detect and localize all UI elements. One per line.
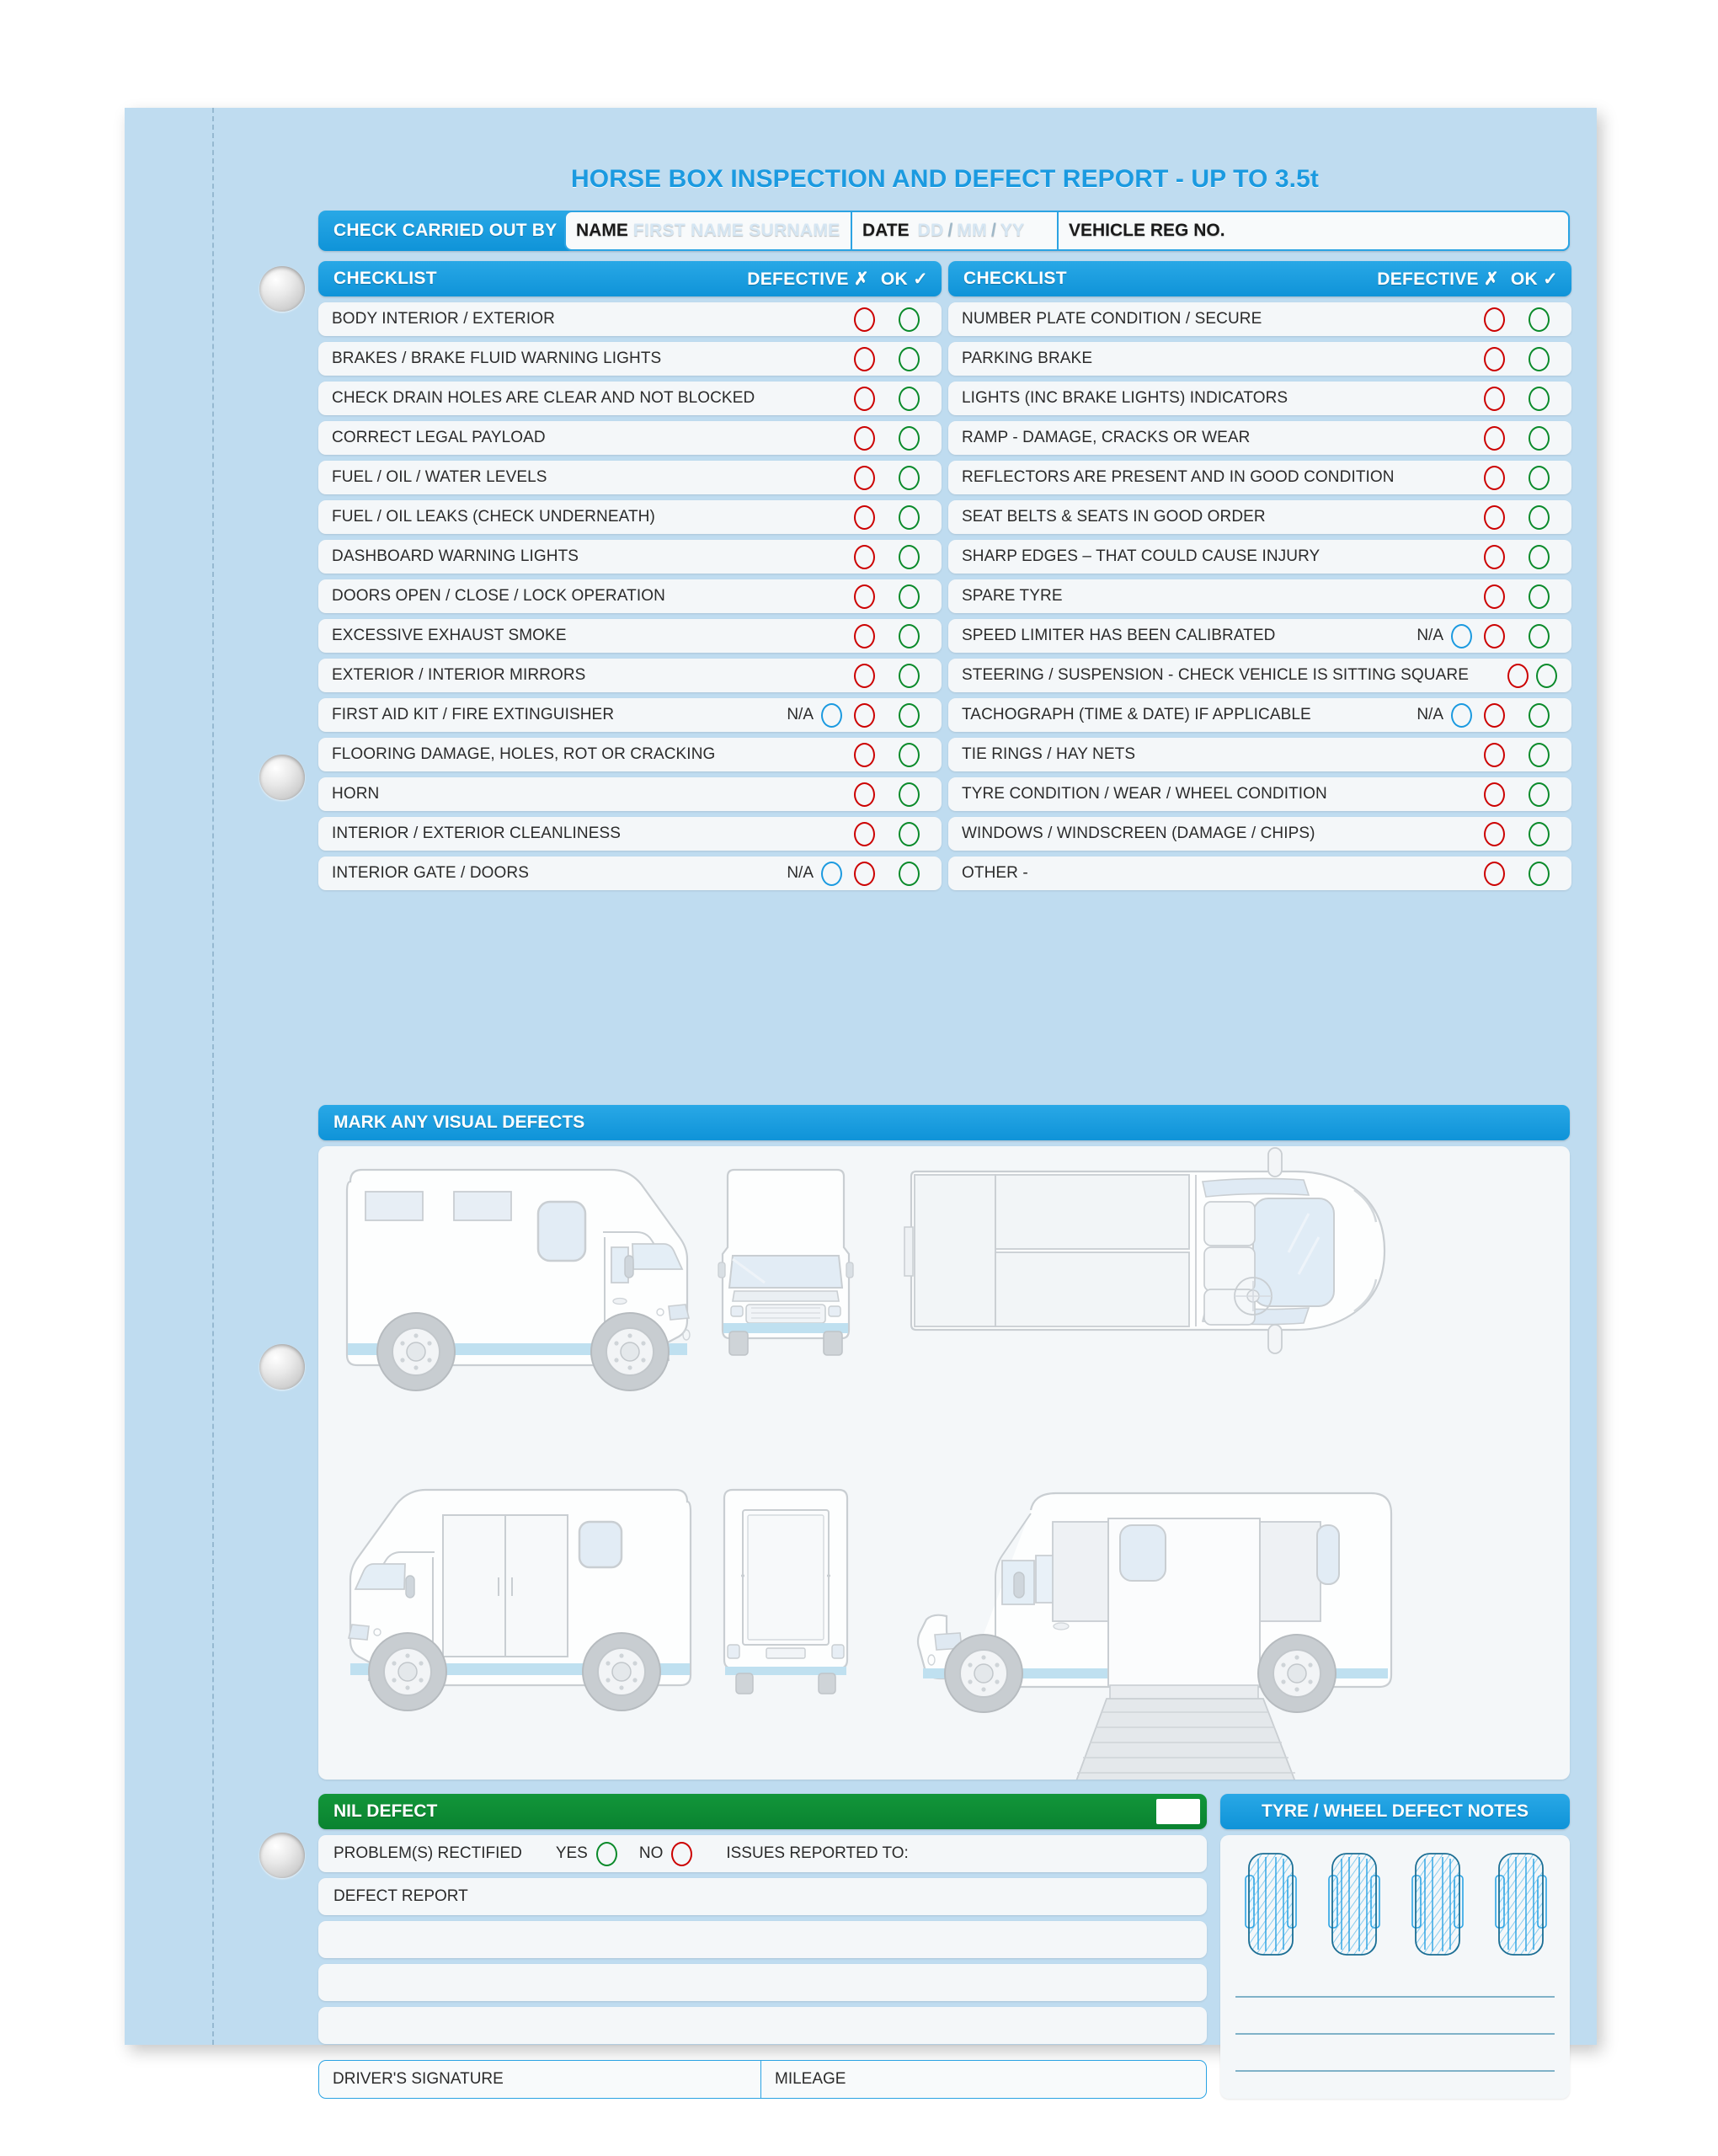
- vehicle-reg-field[interactable]: [1059, 212, 1568, 249]
- ok-bubble[interactable]: [899, 664, 920, 688]
- checklist-item-label: STEERING / SUSPENSION - CHECK VEHICLE IS SITTING SQUARE: [962, 666, 1469, 684]
- checklist-item-label: RAMP - DAMAGE, CRACKS OR WEAR: [962, 429, 1251, 446]
- checklist-row: [318, 302, 942, 336]
- ok-slot: [887, 664, 931, 688]
- horsebox-side-view: [347, 1170, 690, 1390]
- problems-rectified-row: [318, 1835, 1207, 1872]
- checklist-item-label: FLOORING DAMAGE, HOLES, ROT OR CRACKING: [332, 745, 716, 763]
- binder-hole: [259, 1344, 305, 1390]
- checklist-row: [318, 698, 942, 732]
- defective-bubble[interactable]: [854, 703, 875, 728]
- signature-mileage-row: [318, 2060, 1207, 2099]
- checklist-item-label: TYRE CONDITION / WEAR / WHEEL CONDITION: [962, 785, 1327, 803]
- ok-slot: [1517, 466, 1561, 490]
- ok-bubble[interactable]: [899, 782, 920, 807]
- ok-bubble[interactable]: [1536, 664, 1557, 688]
- defective-bubble[interactable]: [1484, 743, 1505, 767]
- date-field[interactable]: [852, 212, 1059, 249]
- horsebox-ramp-down-view: [918, 1493, 1391, 1780]
- checklist-row: [318, 540, 942, 574]
- ok-slot: [887, 347, 931, 371]
- page-title: HORSE BOX INSPECTION AND DEFECT REPORT - UP TO 3.5t: [571, 165, 1319, 193]
- na-bubble[interactable]: [1451, 703, 1472, 728]
- na-bubble[interactable]: [821, 862, 842, 886]
- ok-slot: [1517, 782, 1561, 807]
- ok-slot: [1517, 545, 1561, 569]
- ok-slot: [887, 584, 931, 609]
- checklist-item-label: TIE RINGS / HAY NETS: [962, 745, 1136, 763]
- checklist-row: [948, 500, 1571, 534]
- ok-bubble[interactable]: [1529, 466, 1550, 490]
- defective-bubble[interactable]: [1484, 505, 1505, 530]
- defective-bubble[interactable]: [1484, 862, 1505, 886]
- mileage-field[interactable]: [761, 2061, 1206, 2098]
- ok-bubble[interactable]: [899, 387, 920, 411]
- ok-slot: [887, 466, 931, 490]
- no-bubble[interactable]: [671, 1842, 692, 1866]
- checklist-row: [948, 540, 1571, 574]
- checklist-item-label: OTHER -: [962, 864, 1028, 882]
- checklist-row: [318, 857, 942, 890]
- defective-bubble[interactable]: [1484, 584, 1505, 609]
- checklist-header-ok: OK ✓: [1510, 269, 1558, 289]
- checklist-row: [318, 579, 942, 613]
- checklist-header-ok: OK ✓: [880, 269, 928, 289]
- ok-slot: [887, 743, 931, 767]
- date-yy: YY: [1000, 221, 1025, 240]
- checklist-item-label: DASHBOARD WARNING LIGHTS: [332, 547, 579, 565]
- ok-bubble[interactable]: [899, 703, 920, 728]
- drivers-signature-field[interactable]: [319, 2061, 761, 2098]
- ok-bubble[interactable]: [899, 743, 920, 767]
- ok-bubble[interactable]: [1529, 307, 1550, 332]
- na-label: N/A: [787, 706, 814, 723]
- defective-bubble[interactable]: [1484, 822, 1505, 846]
- checklist-item-label: SEAT BELTS & SEATS IN GOOD ORDER: [962, 508, 1266, 526]
- checklist-row: [948, 698, 1571, 732]
- defective-bubble[interactable]: [854, 466, 875, 490]
- defective-slot: [842, 664, 887, 688]
- defective-slot: [842, 307, 887, 332]
- defective-slot: [842, 624, 887, 648]
- checklist-item-label: CHECK DRAIN HOLES ARE CLEAR AND NOT BLOCKED: [332, 389, 755, 407]
- horsebox-rear-view: [724, 1490, 847, 1694]
- checklist-row: [318, 382, 942, 415]
- defective-slot: [842, 822, 887, 846]
- defective-slot: [1472, 782, 1517, 807]
- checklist-row: [948, 857, 1571, 890]
- defective-slot: [1472, 584, 1517, 609]
- ok-slot: [887, 505, 931, 530]
- ok-bubble[interactable]: [1529, 822, 1550, 846]
- tyre-icon: [1412, 1854, 1463, 1955]
- tyre-wheel-defect-notes-panel[interactable]: [1220, 1835, 1570, 2099]
- checklist-row: [948, 342, 1571, 376]
- nil-defect-checkbox[interactable]: [1156, 1799, 1200, 1824]
- no-label: NO: [638, 1844, 664, 1862]
- defective-slot: [842, 782, 887, 807]
- defective-bubble[interactable]: [854, 387, 875, 411]
- checklist-row: [318, 777, 942, 811]
- checklist-header-title: CHECKLIST: [333, 269, 437, 288]
- checklist-item-label: NUMBER PLATE CONDITION / SECURE: [962, 310, 1262, 328]
- checklist-header-defective: DEFECTIVE ✗: [1377, 269, 1499, 289]
- defective-slot: [1472, 703, 1517, 728]
- ok-slot: [887, 307, 931, 332]
- defective-slot: [842, 703, 887, 728]
- binder-hole: [259, 1833, 305, 1878]
- ok-slot: [1517, 584, 1561, 609]
- name-label: NAME: [576, 221, 628, 240]
- horsebox-front-view: [718, 1170, 853, 1355]
- defective-slot: [842, 466, 887, 490]
- defective-bubble[interactable]: [1484, 387, 1505, 411]
- checklist-header-title: CHECKLIST: [963, 269, 1067, 288]
- ok-bubble[interactable]: [899, 624, 920, 648]
- ok-slot: [1517, 743, 1561, 767]
- checklist-header-right: [948, 261, 1571, 296]
- checklist-header-left: [318, 261, 942, 296]
- date-dd: DD: [917, 221, 944, 240]
- defective-bubble[interactable]: [854, 545, 875, 569]
- checklist-row: [948, 461, 1571, 494]
- ok-slot: [1533, 664, 1561, 688]
- checklist-header-defective: DEFECTIVE ✗: [747, 269, 869, 289]
- horsebox-top-view: [904, 1148, 1385, 1353]
- defective-bubble[interactable]: [1507, 664, 1529, 688]
- ok-slot: [1517, 862, 1561, 886]
- na-bubble[interactable]: [1451, 624, 1472, 648]
- checklist-item-label: HORN: [332, 785, 380, 803]
- defective-slot: [842, 347, 887, 371]
- tyre-icon: [1496, 1854, 1546, 1955]
- checklist-item-label: FUEL / OIL LEAKS (CHECK UNDERNEATH): [332, 508, 655, 526]
- binder-hole: [259, 755, 305, 800]
- defective-slot: [842, 584, 887, 609]
- tyre-wheel-defect-notes-header: TYRE / WHEEL DEFECT NOTES: [1220, 1794, 1570, 1829]
- drivers-signature-label: DRIVER'S SIGNATURE: [333, 2070, 504, 2088]
- defective-slot: [842, 862, 887, 886]
- carried-out-by-label: CHECK CARRIED OUT BY: [333, 221, 558, 240]
- defective-slot: [842, 387, 887, 411]
- ok-bubble[interactable]: [899, 347, 920, 371]
- form-sheet: [125, 108, 1597, 2088]
- ok-slot: [887, 545, 931, 569]
- checklist-item-label: INTERIOR GATE / DOORS: [332, 864, 529, 882]
- yes-label: YES: [555, 1844, 588, 1862]
- checklist-item-label: SPEED LIMITER HAS BEEN CALIBRATED: [962, 627, 1276, 644]
- ok-bubble[interactable]: [899, 584, 920, 609]
- date-sep-2: /: [990, 221, 996, 240]
- ok-bubble[interactable]: [899, 426, 920, 451]
- ok-slot: [1517, 387, 1561, 411]
- defective-slot: [842, 743, 887, 767]
- ok-bubble[interactable]: [899, 822, 920, 846]
- ok-bubble[interactable]: [1529, 703, 1550, 728]
- issues-reported-to-label: ISSUES REPORTED TO:: [726, 1844, 909, 1862]
- mileage-label: MILEAGE: [775, 2070, 846, 2088]
- ok-slot: [1517, 505, 1561, 530]
- na-slot: [788, 703, 842, 728]
- defective-slot: [1472, 545, 1517, 569]
- ok-bubble[interactable]: [899, 307, 920, 332]
- visual-defects-header: MARK ANY VISUAL DEFECTS: [318, 1105, 1570, 1140]
- defective-bubble[interactable]: [1484, 347, 1505, 371]
- defective-bubble[interactable]: [854, 862, 875, 886]
- defective-bubble[interactable]: [854, 782, 875, 807]
- defective-bubble[interactable]: [854, 505, 875, 530]
- binder-hole: [259, 266, 305, 312]
- defective-bubble[interactable]: [854, 347, 875, 371]
- checklist-row: [948, 659, 1571, 692]
- horsebox-rear-side-view: [349, 1490, 691, 1710]
- ok-bubble[interactable]: [899, 862, 920, 886]
- defective-bubble[interactable]: [1484, 624, 1505, 648]
- ok-bubble[interactable]: [1529, 584, 1550, 609]
- name-placeholder: FIRST NAME SURNAME: [632, 221, 840, 240]
- checklist-row: [318, 500, 942, 534]
- ok-bubble[interactable]: [1529, 426, 1550, 451]
- checklist-item-label: SPARE TYRE: [962, 587, 1063, 605]
- defective-bubble[interactable]: [854, 584, 875, 609]
- checklist-item-label: WINDOWS / WINDSCREEN (DAMAGE / CHIPS): [962, 825, 1315, 842]
- date-mm: MM: [957, 221, 987, 240]
- checklist-item-label: INTERIOR / EXTERIOR CLEANLINESS: [332, 825, 622, 842]
- checklist-column-right: [948, 261, 1571, 896]
- ok-slot: [1517, 347, 1561, 371]
- defect-report-label: DEFECT REPORT: [333, 1887, 468, 1905]
- defective-bubble[interactable]: [1484, 426, 1505, 451]
- defective-slot: [1472, 743, 1517, 767]
- ok-slot: [887, 822, 931, 846]
- ok-bubble[interactable]: [1529, 387, 1550, 411]
- nil-defect-label: NIL DEFECT: [333, 1801, 438, 1821]
- ok-bubble[interactable]: [899, 545, 920, 569]
- defective-bubble[interactable]: [854, 664, 875, 688]
- ok-bubble[interactable]: [1529, 545, 1550, 569]
- ok-slot: [1517, 426, 1561, 451]
- checklist-row: [948, 302, 1571, 336]
- checklist-item-label: TACHOGRAPH (TIME & DATE) IF APPLICABLE: [962, 706, 1311, 723]
- ok-slot: [1517, 307, 1561, 332]
- checklist-item-label: SHARP EDGES – THAT COULD CAUSE INJURY: [962, 547, 1321, 565]
- problems-rectified-label: PROBLEM(S) RECTIFIED: [333, 1844, 522, 1862]
- ok-bubble[interactable]: [1529, 624, 1550, 648]
- checklist-row: [318, 619, 942, 653]
- checklist-item-label: BODY INTERIOR / EXTERIOR: [332, 310, 555, 328]
- ok-bubble[interactable]: [1529, 743, 1550, 767]
- na-bubble[interactable]: [821, 703, 842, 728]
- na-slot: [788, 862, 842, 886]
- defective-slot: [842, 426, 887, 451]
- na-slot: [1418, 703, 1472, 728]
- perforation-line: [212, 108, 214, 2045]
- ok-slot: [887, 624, 931, 648]
- defective-bubble[interactable]: [854, 743, 875, 767]
- vehicle-reg-label: VEHICLE REG NO.: [1069, 221, 1225, 240]
- checklist-row: [948, 382, 1571, 415]
- defective-bubble[interactable]: [1484, 782, 1505, 807]
- yes-bubble[interactable]: [596, 1842, 617, 1866]
- defect-report-line[interactable]: [318, 1921, 1207, 1958]
- checklist-item-label: EXCESSIVE EXHAUST SMOKE: [332, 627, 567, 644]
- defect-report-line[interactable]: [318, 1964, 1207, 2001]
- defective-slot: [1503, 664, 1532, 688]
- checklist-row: [318, 342, 942, 376]
- nil-defect-header: [318, 1794, 1207, 1829]
- checklist-row: [948, 738, 1571, 771]
- defective-bubble[interactable]: [854, 426, 875, 451]
- defective-slot: [1472, 387, 1517, 411]
- defective-bubble[interactable]: [1484, 545, 1505, 569]
- checklist-item-label: DOORS OPEN / CLOSE / LOCK OPERATION: [332, 587, 665, 605]
- ok-slot: [887, 862, 931, 886]
- date-label: DATE: [862, 221, 910, 240]
- defect-report-line[interactable]: [318, 2007, 1207, 2044]
- na-slot: [1418, 624, 1472, 648]
- ok-bubble[interactable]: [1529, 347, 1550, 371]
- defective-slot: [1472, 822, 1517, 846]
- defective-bubble[interactable]: [854, 624, 875, 648]
- defective-slot: [1472, 426, 1517, 451]
- ok-slot: [1517, 822, 1561, 846]
- checklist-item-label: EXTERIOR / INTERIOR MIRRORS: [332, 666, 586, 684]
- checklist-row: [948, 817, 1571, 851]
- defect-report-field[interactable]: [318, 1878, 1207, 1915]
- defective-slot: [1472, 862, 1517, 886]
- ok-slot: [887, 703, 931, 728]
- checklist-item-label: CORRECT LEGAL PAYLOAD: [332, 429, 546, 446]
- defective-bubble[interactable]: [1484, 466, 1505, 490]
- checklist-column-left: [318, 261, 942, 896]
- checklist-row: [318, 817, 942, 851]
- tyre-icon: [1329, 1854, 1379, 1955]
- checklist-row: [948, 619, 1571, 653]
- checklist-row: [318, 421, 942, 455]
- checklist-row: [318, 659, 942, 692]
- checklist-row: [948, 421, 1571, 455]
- ok-bubble[interactable]: [1529, 505, 1550, 530]
- ok-slot: [1517, 703, 1561, 728]
- defective-slot: [1472, 347, 1517, 371]
- checklist-item-label: PARKING BRAKE: [962, 350, 1093, 367]
- defective-bubble[interactable]: [1484, 703, 1505, 728]
- na-label: N/A: [1417, 627, 1443, 644]
- defective-slot: [1472, 307, 1517, 332]
- defective-bubble[interactable]: [854, 822, 875, 846]
- check-carried-out-by-row: [318, 211, 1570, 251]
- checklist-row: [318, 738, 942, 771]
- defective-slot: [1472, 466, 1517, 490]
- checklist-row: [948, 777, 1571, 811]
- ok-slot: [887, 387, 931, 411]
- visual-defects-canvas[interactable]: [318, 1146, 1570, 1780]
- defective-bubble[interactable]: [1484, 307, 1505, 332]
- name-field[interactable]: [566, 212, 852, 249]
- checklist-item-label: REFLECTORS ARE PRESENT AND IN GOOD CONDITION: [962, 468, 1395, 486]
- ok-bubble[interactable]: [899, 505, 920, 530]
- checklist-item-label: BRAKES / BRAKE FLUID WARNING LIGHTS: [332, 350, 662, 367]
- checklist-row: [318, 461, 942, 494]
- defective-slot: [842, 505, 887, 530]
- tyre-icon: [1246, 1854, 1296, 1955]
- defective-slot: [1472, 624, 1517, 648]
- checklist-item-label: FIRST AID KIT / FIRE EXTINGUISHER: [332, 706, 615, 723]
- ok-slot: [887, 426, 931, 451]
- tyre-note-line: [1235, 1997, 1555, 2071]
- ok-bubble[interactable]: [899, 466, 920, 490]
- na-label: N/A: [787, 864, 814, 882]
- defective-slot: [1472, 505, 1517, 530]
- defective-bubble[interactable]: [854, 307, 875, 332]
- na-label: N/A: [1417, 706, 1443, 723]
- ok-bubble[interactable]: [1529, 782, 1550, 807]
- checklist-item-label: FUEL / OIL / WATER LEVELS: [332, 468, 547, 486]
- ok-bubble[interactable]: [1529, 862, 1550, 886]
- carried-out-by-fields: [564, 211, 1570, 251]
- ok-slot: [1517, 624, 1561, 648]
- checklist-item-label: LIGHTS (INC BRAKE LIGHTS) INDICATORS: [962, 389, 1288, 407]
- checklist-row: [948, 579, 1571, 613]
- ok-slot: [887, 782, 931, 807]
- defective-slot: [842, 545, 887, 569]
- date-sep-1: /: [947, 221, 953, 240]
